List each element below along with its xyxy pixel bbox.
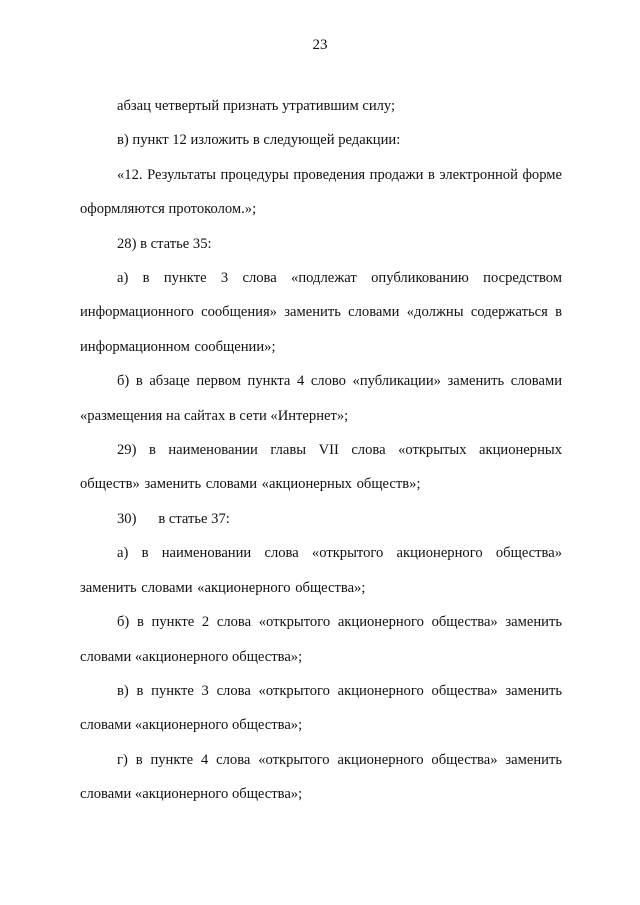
paragraph-item-v-intro: в) пункт 12 изложить в следующей редакции: (117, 132, 401, 149)
paragraph-item-28-a: а) в пункте 3 слова «подлежат опубликованию посредством информационного сообщения» заменить словами «должны содержаться в информационном сообщении»; (80, 270, 562, 355)
paragraph-item-28: 28) в статье 35: (117, 235, 212, 252)
paragraph-item-30-b: б) в пункте 2 слова «открытого акционерного общества» заменить словами «акционерного общества»; (80, 614, 562, 665)
paragraph-item-28-b: б) в абзаце первом пункта 4 слово «публикации» заменить словами «размещения на сайтах в сети «Интернет»; (80, 373, 562, 424)
document-body (80, 89, 562, 812)
page-number: 23 (312, 37, 328, 53)
paragraph-repeal-fourth-subparagraph: абзац четвертый признать утратившим силу; (117, 98, 396, 114)
paragraph-item-12-text: «12. Результаты процедуры проведения продажи в электронной форме оформляются протоколом.»; (80, 166, 562, 218)
paragraph-item-30: 30) в статье 37: (117, 510, 230, 527)
paragraph-item-30-g: г) в пункте 4 слова «открытого акционерного общества» заменить словами «акционерного общества»; (80, 751, 562, 803)
paragraph-item-30-a: а) в наименовании слова «открытого акционерного общества» заменить словами «акционерного общества»; (80, 545, 562, 596)
paragraph-item-30-v: в) в пункте 3 слова «открытого акционерного общества» заменить словами «акционерного общества»; (80, 682, 562, 734)
paragraph-item-29: 29) в наименовании главы VII слова «открытых акционерных обществ» заменить словами «акционерных обществ»; (80, 442, 562, 493)
